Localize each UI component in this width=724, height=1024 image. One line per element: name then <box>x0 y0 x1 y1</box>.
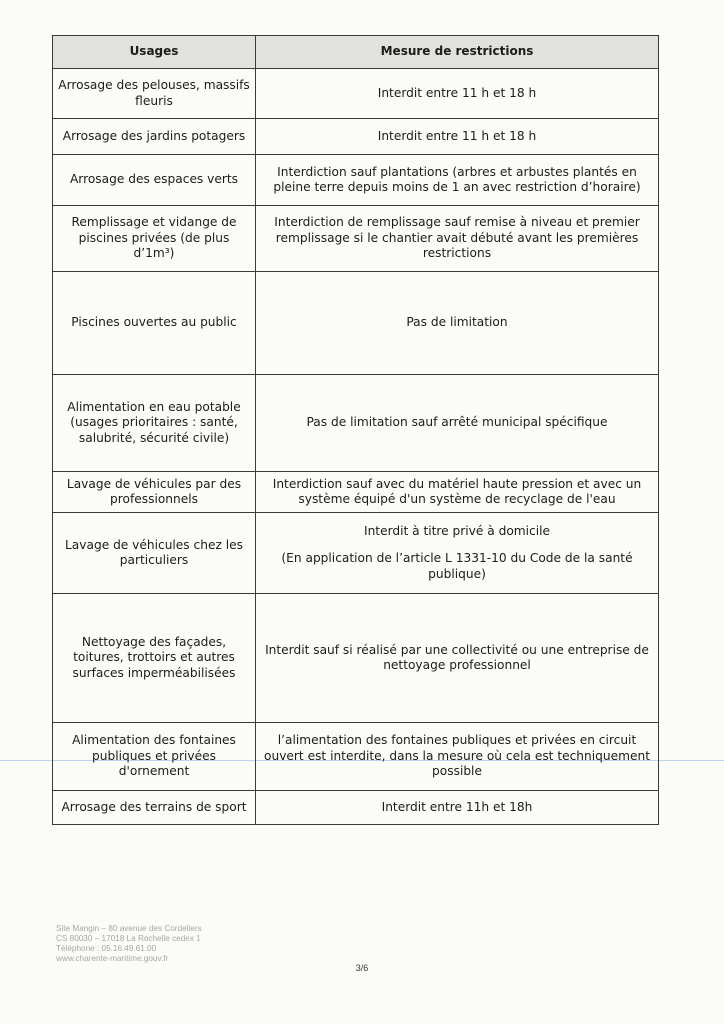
footer-line: Téléphone : 05.16.49.61.00 <box>56 944 157 953</box>
header-mesure: Mesure de restrictions <box>256 36 659 69</box>
mesure-cell: Interdit entre 11h et 18h <box>256 791 659 825</box>
table-row <box>53 723 659 791</box>
mesure-cell: Interdiction sauf plantations (arbres et arbustes plantés en pleine terre depuis moins de 1 an avec restriction d’horaire) <box>256 155 659 206</box>
usage-cell: Nettoyage des façades, toitures, trottoirs et autres surfaces imperméabilisées <box>53 594 256 723</box>
usage-cell: Remplissage et vidange de piscines privées (de plus d’1m³) <box>53 206 256 272</box>
usage-cell: Piscines ouvertes au public <box>53 272 256 375</box>
usage-cell: Lavage de véhicules chez les particuliers <box>53 513 256 594</box>
mesure-cell: Interdiction de remplissage sauf remise à niveau et premier remplissage si le chantier avait débuté avant les premières restrictions <box>256 206 659 272</box>
restrictions-table <box>52 35 659 825</box>
table-row <box>53 155 659 206</box>
table-header-row <box>53 36 659 69</box>
footer-line: CS 80030 – 17018 La Rochelle cedex 1 <box>56 934 201 943</box>
usage-cell: Arrosage des jardins potagers <box>53 119 256 155</box>
table-row <box>53 206 659 272</box>
mesure-cell: Pas de limitation sauf arrêté municipal spécifique <box>256 375 659 472</box>
table-row <box>53 791 659 825</box>
table-row <box>53 272 659 375</box>
footer-line: Site Mangin – 80 avenue des Cordeliers <box>56 924 202 933</box>
usage-cell: Alimentation des fontaines publiques et privées d'ornement <box>53 723 256 791</box>
table-row <box>53 375 659 472</box>
table-row <box>53 594 659 723</box>
usage-cell: Lavage de véhicules par des professionnels <box>53 472 256 513</box>
address-footer <box>56 924 202 964</box>
mesure-cell <box>256 513 659 594</box>
usage-cell: Arrosage des terrains de sport <box>53 791 256 825</box>
mesure-note: (En application de l’article L 1331-10 du Code de la santé publique) <box>281 551 633 581</box>
mesure-cell: Pas de limitation <box>256 272 659 375</box>
table-row <box>53 69 659 119</box>
usage-cell: Arrosage des pelouses, massifs fleuris <box>53 69 256 119</box>
page-number: 3/6 <box>355 963 369 973</box>
mesure-cell: Interdiction sauf avec du matériel haute pression et avec un système équipé d'un système de recyclage de l'eau <box>256 472 659 513</box>
usage-cell: Alimentation en eau potable (usages prioritaires : santé, salubrité, sécurité civile) <box>53 375 256 472</box>
table-row <box>53 513 659 594</box>
header-usages: Usages <box>53 36 256 69</box>
mesure-cell: l’alimentation des fontaines publiques et privées en circuit ouvert est interdite, dans la mesure où cela est techniquement possible <box>256 723 659 791</box>
table-row <box>53 472 659 513</box>
table-row <box>53 119 659 155</box>
mesure-cell: Interdit entre 11 h et 18 h <box>256 69 659 119</box>
mesure-text: Interdit à titre privé à domicile <box>363 523 551 538</box>
usage-cell: Arrosage des espaces verts <box>53 155 256 206</box>
mesure-cell: Interdit entre 11 h et 18 h <box>256 119 659 155</box>
mesure-cell: Interdit sauf si réalisé par une collectivité ou une entreprise de nettoyage professionnel <box>256 594 659 723</box>
footer-link[interactable]: www.charente-maritime.gouv.fr <box>56 954 169 963</box>
